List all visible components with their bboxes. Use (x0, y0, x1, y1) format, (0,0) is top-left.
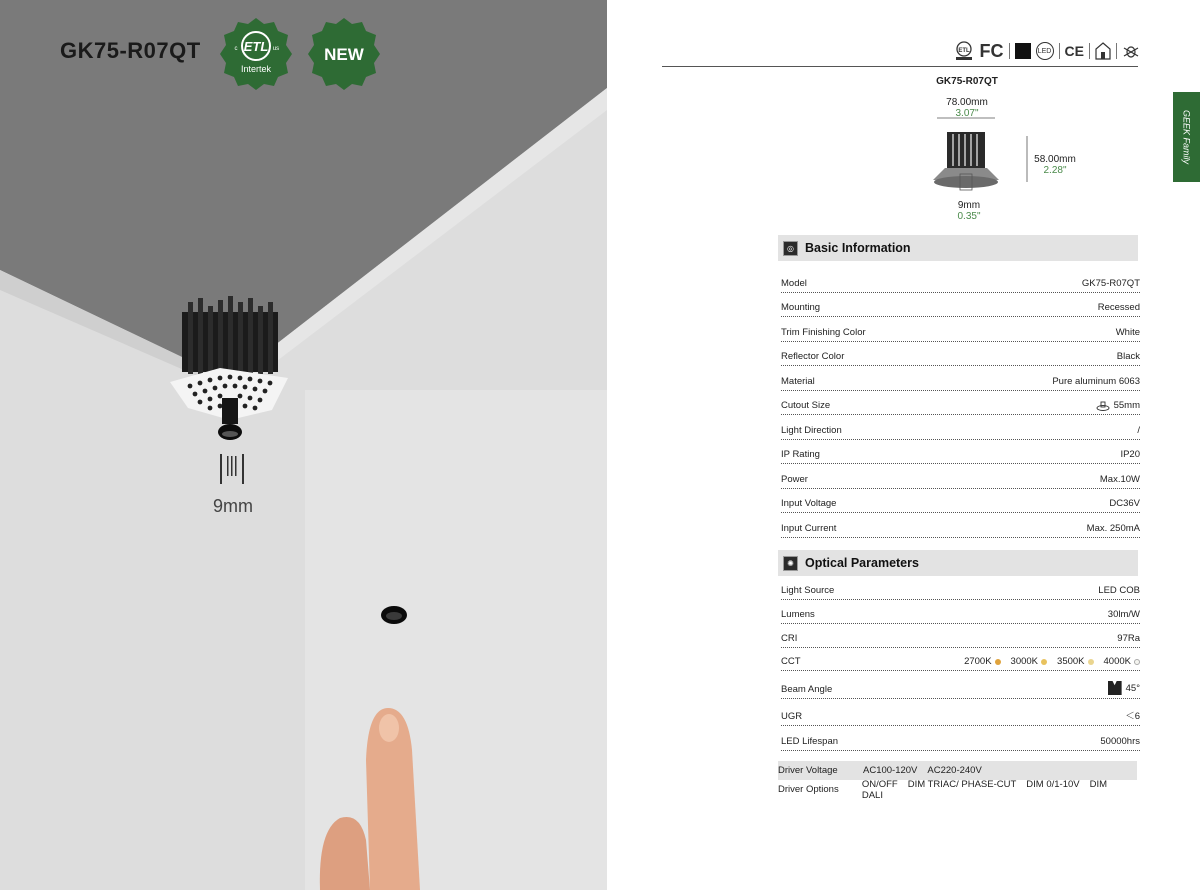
cct-option-3000k: 3000K (1011, 656, 1047, 667)
led-icon: LED (1036, 42, 1054, 60)
svg-text:c: c (234, 46, 238, 52)
finger-image (300, 700, 460, 890)
spec-row-cri: CRI 97Ra (781, 624, 1140, 648)
spec-row-beam-angle: Beam Angle 45° (781, 671, 1140, 699)
basic-information-table (781, 268, 1140, 538)
spec-row-cutout-size: Cutout Size 55mm (781, 391, 1140, 416)
spec-row-light-direction: Light Direction / (781, 415, 1140, 440)
spec-row-reflector-color: Reflector Color Black (781, 342, 1140, 367)
cct-option-4000k: 4000K (1104, 656, 1140, 667)
new-badge (306, 16, 382, 92)
settings-icon: ◎ (784, 242, 797, 255)
spec-row-model: Model GK75-R07QT (781, 268, 1140, 293)
downlight-product-image (160, 290, 300, 450)
svg-text:us: us (272, 46, 280, 52)
sun-icon: ✺ (784, 557, 797, 570)
side-tab[interactable]: GEEK Family (1173, 92, 1200, 182)
cert-divider (1059, 43, 1060, 59)
cutout-size-icon (218, 452, 246, 486)
cutout-size-label: 9mm (213, 496, 253, 516)
spec-row-input-current: Input Current Max. 250mA (781, 513, 1140, 538)
header-divider (662, 66, 1138, 67)
svg-text:Intertek: Intertek (240, 64, 272, 74)
etl-icon (953, 40, 975, 62)
cct-option-2700k: 2700K (964, 656, 1000, 667)
trim-dimension: 9mm 0.35" (957, 200, 981, 222)
product-code-title: GK75-R07QT (60, 38, 201, 63)
cutout-icon (1096, 401, 1110, 411)
svg-text:ETL: ETL (243, 39, 269, 54)
house-icon (1095, 42, 1111, 60)
diagram-title: GK75-R07QT (936, 76, 998, 87)
spec-row-ip-rating: IP Rating IP20 (781, 440, 1140, 465)
basic-information-header: ◎ Basic Information (778, 235, 1138, 261)
certification-row (953, 40, 1140, 62)
optical-parameters-table (781, 580, 1140, 751)
bug-icon (1122, 42, 1140, 60)
spec-row-power: Power Max.10W (781, 464, 1140, 489)
cert-divider (1089, 43, 1090, 59)
spec-row-input-voltage: Input Voltage DC36V (781, 489, 1140, 514)
spec-row-ugr: UGR ＜6 (781, 699, 1140, 726)
etl-intertek-badge (218, 16, 294, 92)
spec-row-light-source: Light Source LED COB (781, 580, 1140, 600)
spec-row-lumens: Lumens 30lm/W (781, 600, 1140, 624)
spec-row-led-lifespan: LED Lifespan 50000hrs (781, 726, 1140, 751)
spec-row-material: Material Pure aluminum 6063 (781, 366, 1140, 391)
fc-icon: FC (979, 40, 1004, 61)
spec-row-cct: CCT 2700K 3000K 3500K 4000K (781, 648, 1140, 671)
installed-light-hole (380, 604, 408, 626)
cct-option-3500k: 3500K (1057, 656, 1093, 667)
spec-row-trim-color: Trim Finishing Color White (781, 317, 1140, 342)
spec-row-mounting: Mounting Recessed (781, 293, 1140, 318)
width-dimension: 78.00mm 3.07" (946, 97, 988, 119)
beam-angle-icon (1108, 681, 1122, 695)
driver-voltage-row: Driver Voltage AC100-120V AC220-240V (778, 761, 1137, 780)
height-dimension: 58.00mm 2.28" (1034, 154, 1076, 176)
optical-parameters-header: ✺ Optical Parameters (778, 550, 1138, 576)
block-icon (1015, 43, 1031, 59)
spec-sheet-panel (607, 0, 1200, 890)
ce-icon: CE (1064, 43, 1084, 59)
driver-options-row: Driver Options ON/OFF DIM TRIAC/ PHASE-CUT DIM 0/1-10V DIM DALI (778, 778, 1108, 801)
driver-table (778, 761, 1137, 799)
svg-text:ETL: ETL (957, 48, 970, 54)
cert-divider (1116, 43, 1117, 59)
cert-divider (1009, 43, 1010, 59)
svg-text:NEW: NEW (324, 45, 364, 64)
